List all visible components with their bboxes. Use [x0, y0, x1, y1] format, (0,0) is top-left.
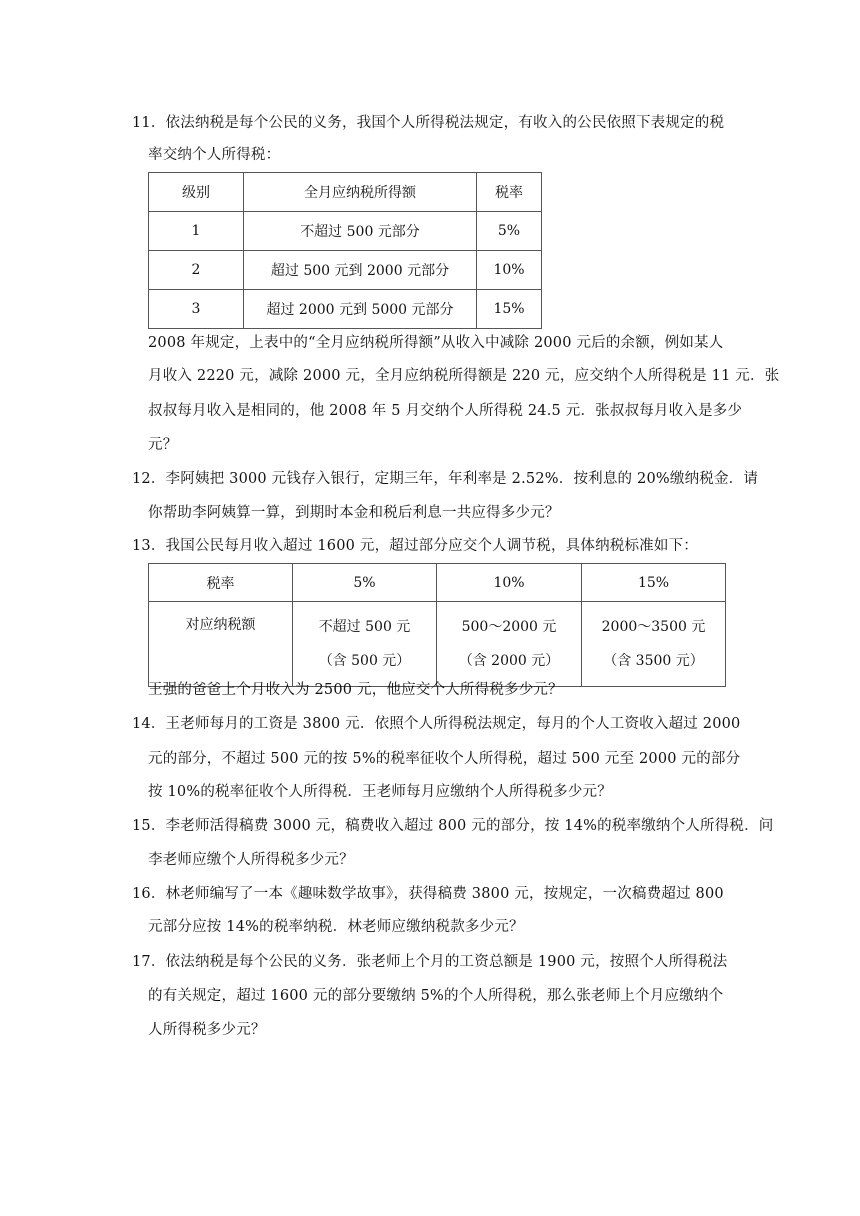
table-cell	[293, 602, 437, 687]
q15-line-1: 15．李老师活得稿费 3000 元，稿费收入超过 800 元的部分，按 14%的税率缴纳个人所得税．问	[132, 818, 774, 834]
table-cell: 3	[149, 290, 244, 329]
q13-after-line-1: 王强的爸爸上个月收入为 2500 元，他应交个人所得税多少元？	[148, 682, 563, 698]
table-cell	[437, 602, 582, 687]
table-cell: 15%	[477, 290, 542, 329]
cell-line: （含 500 元）	[318, 653, 411, 669]
q11-line-1: 11．依法纳税是每个公民的义务，我国个人所得税法规定，有收入的公民依照下表规定的税	[132, 115, 725, 131]
cell-line: （含 2000 元）	[458, 653, 560, 669]
table-header-cell: 税率	[149, 564, 293, 602]
table-cell: 2	[149, 251, 244, 290]
table-header-row	[149, 173, 542, 212]
table-header-cell: 15%	[582, 564, 726, 602]
cell-line: 2000～3500 元	[601, 619, 706, 635]
table-row	[149, 602, 726, 687]
cell-line: （含 3500 元）	[603, 653, 704, 669]
q16-line-1: 16．林老师编写了一本《趣味数学故事》，获得稿费 3800 元，按规定，一次稿费超过 800	[132, 886, 724, 902]
table-cell: 不超过 500 元部分	[244, 212, 477, 251]
table-cell: 5%	[477, 212, 542, 251]
q12-line-1: 12．李阿姨把 3000 元钱存入银行，定期三年，年利率是 2.52%．按利息的 20%缴纳税金．请	[132, 471, 759, 487]
table-header-cell: 级别	[149, 173, 244, 212]
q13-line-1: 13．我国公民每月收入超过 1600 元，超过部分应交个人调节税，具体纳税标准如下：	[132, 538, 698, 554]
tax-rate-table-2	[148, 563, 726, 687]
cell-line: 500～2000 元	[461, 619, 557, 635]
table-header-row	[149, 564, 726, 602]
table-cell: 对应纳税额	[149, 602, 293, 687]
q12-line-2: 你帮助李阿姨算一算，到期时本金和税后利息一共应得多少元？	[148, 505, 560, 521]
table-row	[149, 212, 542, 251]
table-row	[149, 251, 542, 290]
table-cell: 10%	[477, 251, 542, 290]
table-cell: 超过 2000 元到 5000 元部分	[244, 290, 477, 329]
q11-after-line-1: 2008 年规定，上表中的“全月应纳税所得额”从收入中减除 2000 元后的余额，例如某人	[148, 335, 724, 351]
table-cell	[582, 602, 726, 687]
q14-line-1: 14．王老师每月的工资是 3800 元．依照个人所得税法规定，每月的个人工资收入超过 2000	[132, 716, 741, 732]
q14-line-2: 元的部分，不超过 500 元的按 5%的税率征收个人所得税，超过 500 元至 2000 元的部分	[148, 751, 741, 767]
q11-after-line-4: 元？	[148, 437, 178, 453]
table-header-cell: 全月应纳税所得额	[244, 173, 477, 212]
q14-line-3: 按 10%的税率征收个人所得税．王老师每月应缴纳个人所得税多少元？	[148, 784, 612, 800]
q15-line-2: 李老师应缴个人所得税多少元？	[148, 852, 354, 868]
table-cell: 超过 500 元到 2000 元部分	[244, 251, 477, 290]
table-cell: 1	[149, 212, 244, 251]
q17-line-3: 人所得税多少元？	[148, 1022, 266, 1038]
table-row	[149, 290, 542, 329]
q16-line-2: 元部分应按 14%的税率纳税．林老师应缴纳税款多少元？	[148, 919, 524, 935]
table-header-cell: 10%	[437, 564, 582, 602]
q11-line-2: 率交纳个人所得税：	[148, 147, 281, 163]
tax-rate-table-1	[148, 172, 542, 329]
q17-line-2: 的有关规定，超过 1600 元的部分要缴纳 5%的个人所得税，那么张老师上个月应缴纳个	[148, 988, 724, 1004]
q11-after-line-2: 月收入 2220 元，减除 2000 元，全月应纳税所得额是 220 元，应交纳个人所得税是 11 元．张	[148, 368, 780, 384]
cell-line: 不超过 500 元	[318, 619, 411, 635]
table-header-cell: 5%	[293, 564, 437, 602]
q11-after-line-3: 叔叔每月收入是相同的，他 2008 年 5 月交纳个人所得税 24.5 元．张叔叔每月收入是多少	[148, 403, 743, 419]
table-header-cell: 税率	[477, 173, 542, 212]
q17-line-1: 17．依法纳税是每个公民的义务．张老师上个月的工资总额是 1900 元，按照个人所得税法	[132, 954, 728, 970]
